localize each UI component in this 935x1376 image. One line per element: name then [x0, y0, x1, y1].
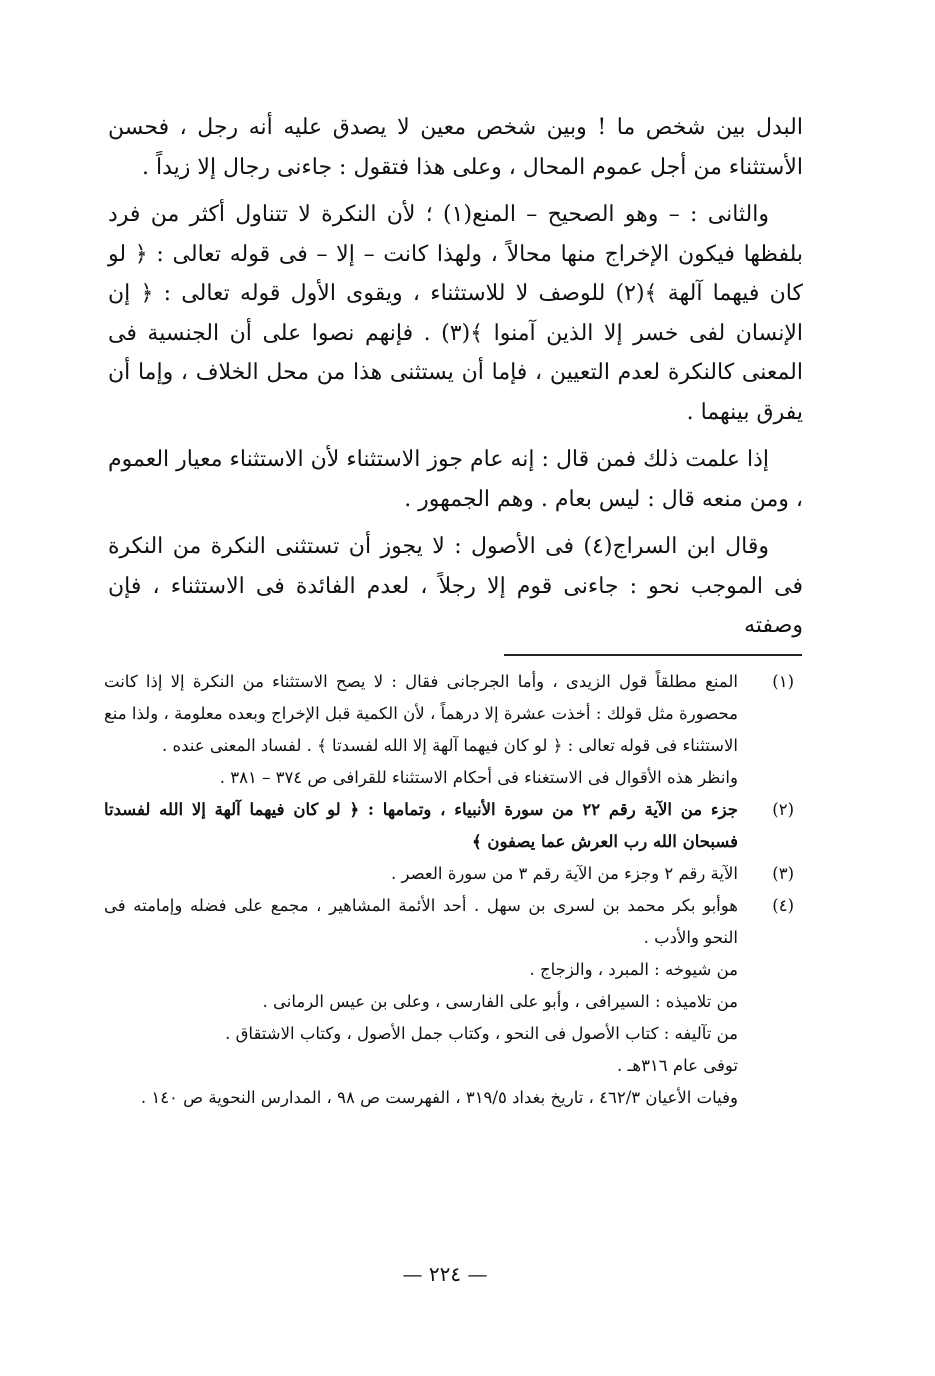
footnote-4 [104, 890, 794, 1114]
paragraph-4: وقال ابن السراج(٤) فى الأصول : لا يجوز أن تستثنى النكرة من النكرة فى الموجب نحو : جاءنى قوم إلا رجلاً ، لعدم الفائدة فى الاستثناء ، فإن وصفته [108, 534, 803, 638]
footnote-line: الآية رقم ٢ وجزء من الآية رقم ٣ من سورة العصر . [390, 864, 738, 883]
footnote-line: من شيوخه : المبرد ، والزجاج . [529, 960, 738, 979]
footnote-2 [104, 794, 794, 858]
paragraph-2: والثانى : – وهو الصحيح – المنع(١) ؛ لأن النكرة لا تتناول أكثر من فرد بلفظها فيكون الإخراج منها محالاً ، ولهذا كانت – إلا – فى قوله تعالى : ﴿ لو كان فيهما آلهة ﴾(٢) للوصف لا للاستثناء ، ويقوى الأول قوله تعالى : ﴿ إن الإنسان لفى خسر إلا الذين آمنوا ﴾(٣) . فإنهم نصوا على أن الجنسية فى المعنى كالنكرة لعدم التعيين ، فإما أن يستثنى هذا من محل الخلاف ، وإما أن يفرق بينهما . [108, 202, 803, 425]
footnote-line: هوأبو بكر محمد بن لسرى بن سهل . أحد الأئمة المشاهير ، مجمع على فضله وإمامته فى النحو والأدب . [104, 896, 738, 947]
footnote-line: من تلاميذه : السيرافى ، وأبو على الفارسى ، وعلى بن عيس الرمانى . [262, 992, 738, 1011]
footnote-1 [104, 666, 794, 794]
footnote-separator [504, 654, 802, 656]
footnote-line: وفيات الأعيان ٤٦٢/٣ ، تاريخ بغداد ٣١٩/٥ ، الفهرست ص ٩٨ ، المدارس النحوية ص ١٤٠ . [140, 1088, 738, 1107]
footnote-line: جزء من الآية رقم ٢٢ من سورة الأنبياء ، وتمامها : ﴿ لو كان فيهما آلهة إلا الله لفسدتا فسبحان الله رب العرش عما يصفون ﴾ [104, 800, 738, 851]
footnote-number: (٢) [772, 800, 794, 819]
footnote-line: وانظر هذه الأقوال فى الاستغناء فى أحكام الاستثناء للقرافى ص ٣٧٤ – ٣٨١ . [219, 768, 738, 787]
footnote-line: المنع مطلقاً قول الزيدى ، وأما الجرجانى فقال : لا يصح الاستثناء من النكرة إلا إذا كانت محصورة مثل قولك : أخذت عشرة إلا درهماً ، لأن الكمية قبل الإخراج وبعده معلومة ، ولذا منع الاستثناء فى قوله تعالى : ﴿ لو كان فيهما آلهة إلا الله لفسدتا ﴾ . لفساد المعنى عنده . [104, 672, 738, 755]
main-text [108, 108, 803, 654]
footnote-number: (٤) [772, 896, 794, 915]
footnote-3 [104, 858, 794, 890]
footnote-line: من تآليفه : كتاب الأصول فى النحو ، وكتاب جمل الأصول ، وكتاب الاشتقاق . [225, 1024, 738, 1043]
paragraph-3: إذا علمت ذلك فمن قال : إنه عام جوز الاستثناء لأن الاستثناء معيار العموم ، ومن منعه قال : ليس بعام . وهم الجمهور . [108, 447, 803, 512]
paragraph-1: البدل بين شخص ما ! وبين شخص معين لا يصدق عليه أنه رجل ، فحسن الأستثناء من أجل عموم المحال ، وعلى هذا فتقول : جاءنى رجال إلا زيداً . [108, 115, 803, 180]
footnote-number: (٣) [772, 864, 794, 883]
footnote-line: توفى عام ٣١٦هـ . [617, 1056, 738, 1075]
page-number: — ٢٢٤ — [402, 1262, 488, 1286]
footnote-number: (١) [772, 672, 794, 691]
footnotes [104, 666, 794, 1114]
